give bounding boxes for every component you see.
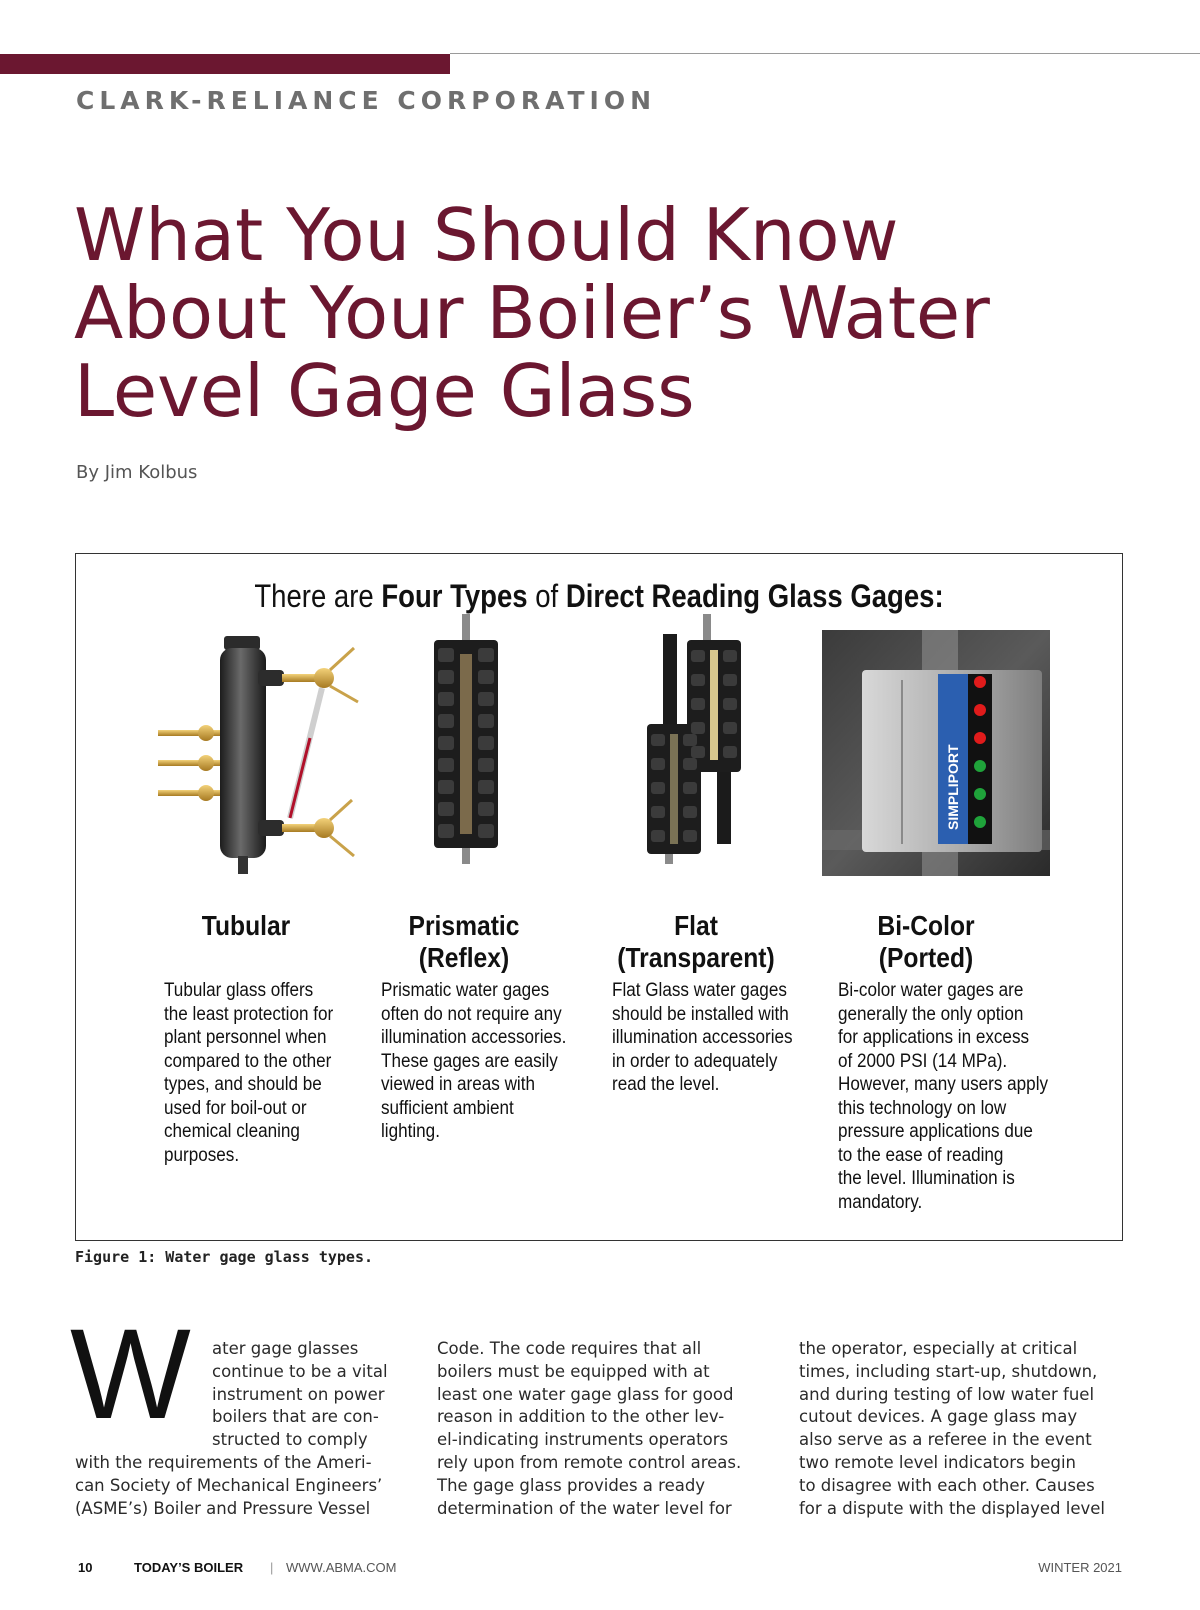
body-column-3: [799, 1338, 1129, 1520]
body-line: ater gage glasses: [212, 1339, 359, 1358]
desc-line: to the ease of reading: [838, 1144, 1004, 1166]
title-line: Level Gage Glass: [74, 349, 695, 433]
desc-line: for applications in excess: [838, 1027, 1030, 1048]
desc-line: the level. Illumination is: [838, 1168, 1015, 1189]
body-line: the operator, especially at critical: [799, 1339, 1078, 1358]
desc-line: These gages are easily: [381, 1050, 558, 1072]
header-accent-bar: [0, 54, 450, 74]
type-desc-prismatic: [381, 979, 566, 1144]
flat-gage-illustration: [641, 614, 761, 864]
desc-line: illumination accessories: [612, 1027, 793, 1048]
desc-line: Tubular glass offers: [164, 980, 314, 1001]
desc-line: the least protection for: [164, 1003, 334, 1025]
desc-line: in order to adequately: [612, 1050, 778, 1072]
body-column-1-wrapped: [212, 1338, 408, 1452]
company-name: CLARK-RELIANCE CORPORATION: [76, 86, 657, 115]
product-label: SIMPLIPORT: [945, 744, 961, 830]
header-rule: [450, 53, 1200, 54]
body-line: determination of the water level for: [437, 1498, 732, 1518]
type-name-line: Tubular: [201, 910, 291, 941]
desc-line: lighting.: [381, 1121, 440, 1142]
footer-separator: |: [270, 1560, 274, 1575]
body-line: Code. The code requires that all: [437, 1339, 702, 1358]
body-line: (ASME’s) Boiler and Pressure Vessel: [75, 1498, 371, 1518]
footer-url[interactable]: WWW.ABMA.COM: [286, 1560, 397, 1575]
desc-line: often do not require any: [381, 1003, 562, 1025]
desc-line: purposes.: [164, 1144, 240, 1166]
drop-cap: W: [70, 1303, 191, 1446]
desc-line: of 2000 PSI (14 MPa).: [838, 1050, 1008, 1072]
figure-heading: [149, 578, 1049, 615]
body-line: reason in addition to the other lev-: [437, 1407, 725, 1427]
figure-heading-part: Direct Reading Glass Gages:: [565, 578, 944, 614]
body-line: least one water gage glass for good: [437, 1384, 734, 1404]
byline: By Jim Kolbus: [76, 462, 198, 483]
desc-line: However, many users apply: [838, 1074, 1049, 1095]
desc-line: used for boil-out or: [164, 1097, 307, 1119]
footer-magazine: TODAY’S BOILER: [134, 1560, 244, 1575]
desc-line: Flat Glass water gages: [612, 980, 787, 1001]
desc-line: pressure applications due: [838, 1121, 1033, 1142]
title-line: About Your Boiler’s Water: [74, 271, 990, 355]
body-line: boilers must be equipped with at: [437, 1361, 710, 1381]
tubular-gage-illustration: [154, 630, 369, 880]
body-column-1: [75, 1452, 415, 1520]
body-line: The gage glass provides a ready: [437, 1475, 706, 1495]
body-line: also serve as a referee in the event: [799, 1430, 1092, 1450]
body-line: boilers that are con-: [212, 1407, 379, 1427]
desc-line: mandatory.: [838, 1191, 923, 1213]
body-line: continue to be a vital: [212, 1361, 388, 1381]
footer-page-number: 10: [78, 1560, 93, 1575]
type-desc-bicolor: [838, 979, 1048, 1214]
figure-gage-types: [75, 553, 1123, 1241]
body-line: rely upon from remote control areas.: [437, 1452, 742, 1472]
type-name-line: (Reflex): [418, 942, 510, 973]
figure-heading-part: There are: [254, 578, 382, 614]
desc-line: read the level.: [612, 1074, 720, 1095]
title-line: What You Should Know: [74, 193, 899, 277]
body-line: times, including start-up, shutdown,: [799, 1361, 1098, 1381]
desc-line: sufficient ambient: [381, 1097, 514, 1119]
type-name-bicolor: [856, 910, 997, 974]
body-line: cutout devices. A gage glass may: [799, 1407, 1078, 1427]
desc-line: viewed in areas with: [381, 1074, 535, 1095]
article-title: [74, 193, 990, 433]
body-column-2: [437, 1338, 777, 1520]
figure-heading-part: Four Types: [381, 578, 528, 614]
body-line: structed to comply: [212, 1430, 368, 1450]
type-name-line: (Ported): [878, 942, 974, 973]
type-name-line: Bi-Color: [877, 910, 975, 941]
desc-line: compared to the other: [164, 1050, 332, 1072]
bicolor-gage-photo: [822, 630, 1050, 876]
type-name-line: Prismatic: [408, 910, 520, 941]
body-line: two remote level indicators begin: [799, 1452, 1077, 1472]
body-line: instrument on power: [212, 1384, 385, 1404]
body-line: and during testing of low water fuel: [799, 1384, 1095, 1404]
footer-issue: WINTER 2021: [1038, 1560, 1122, 1575]
type-name-line: (Transparent): [617, 942, 775, 973]
type-name-prismatic: [394, 910, 535, 974]
desc-line: chemical cleaning: [164, 1121, 300, 1142]
figure-caption: Figure 1: Water gage glass types.: [75, 1248, 374, 1266]
desc-line: plant personnel when: [164, 1027, 327, 1048]
type-desc-flat: [612, 979, 793, 1097]
type-name-line: Flat: [674, 910, 718, 941]
body-line: can Society of Mechanical Engineers’: [75, 1475, 383, 1495]
desc-line: this technology on low: [838, 1097, 1007, 1119]
prismatic-gage-illustration: [426, 614, 506, 864]
desc-line: should be installed with: [612, 1003, 789, 1025]
desc-line: Prismatic water gages: [381, 980, 550, 1001]
body-line: for a dispute with the displayed level: [799, 1498, 1106, 1518]
desc-line: illumination accessories.: [381, 1027, 567, 1048]
figure-heading-part: of: [527, 578, 566, 614]
desc-line: Bi-color water gages are: [838, 980, 1024, 1001]
type-name-tubular: [176, 910, 317, 942]
type-desc-tubular: [164, 979, 333, 1167]
body-line: to disagree with each other. Causes: [799, 1475, 1095, 1495]
desc-line: generally the only option: [838, 1003, 1024, 1025]
body-line: el-indicating instruments operators: [437, 1430, 729, 1450]
body-line: with the requirements of the Ameri-: [75, 1453, 372, 1472]
desc-line: types, and should be: [164, 1074, 322, 1095]
type-name-flat: [608, 910, 784, 974]
